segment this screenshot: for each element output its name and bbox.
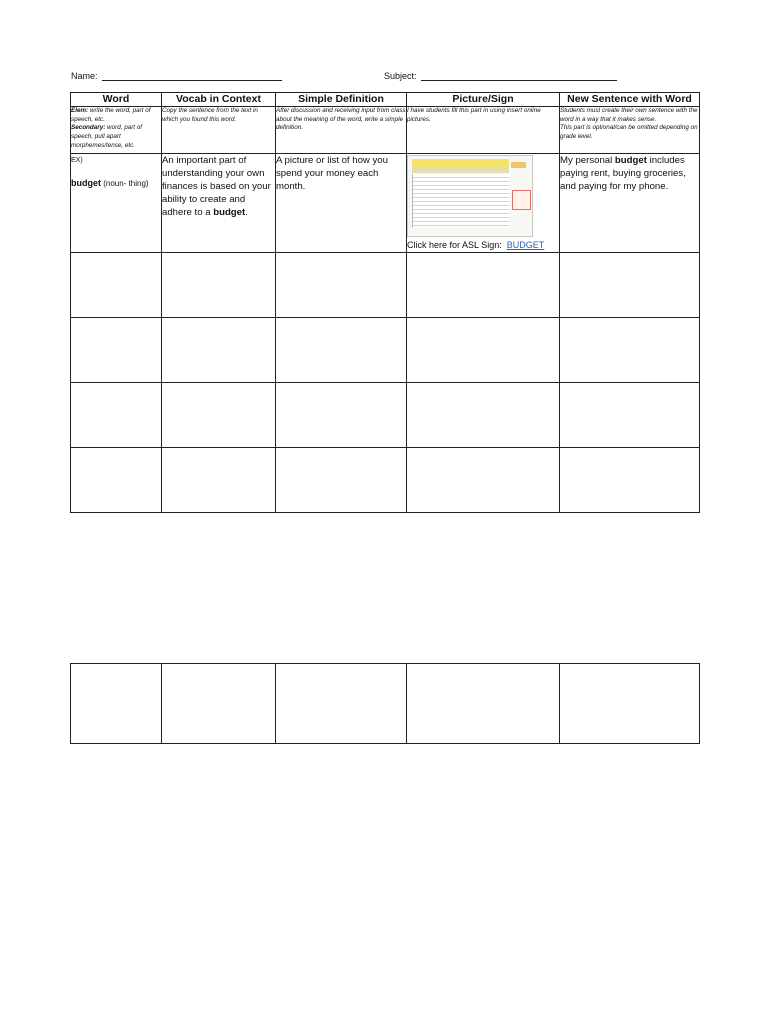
vocab-table [70, 92, 700, 513]
blank-picture-cell[interactable] [407, 664, 560, 744]
spreadsheet-callout [512, 190, 531, 210]
blank-sentence-cell[interactable] [560, 318, 700, 383]
blank-sentence-cell[interactable] [560, 253, 700, 318]
elem-text: write the word, part of speech, etc. [71, 107, 151, 123]
blank-picture-cell[interactable] [407, 253, 560, 318]
blank-picture-cell[interactable] [407, 383, 560, 448]
blank-word-cell[interactable] [71, 664, 162, 744]
blank-definition-cell[interactable] [276, 448, 407, 513]
blank-word-cell[interactable] [71, 318, 162, 383]
subject-label: Subject: [384, 71, 417, 81]
blank-picture-cell[interactable] [407, 318, 560, 383]
blank-context-cell[interactable] [162, 253, 276, 318]
blank-row [71, 383, 700, 448]
blank-word-cell[interactable] [71, 448, 162, 513]
spreadsheet-title-bar [412, 159, 509, 167]
example-context-cell[interactable] [162, 154, 276, 253]
budget-spreadsheet-image [407, 155, 533, 237]
example-sentence-word: budget [614, 155, 647, 166]
example-row [71, 154, 700, 253]
secondary-text: word, part of speech, pull apart morphemes/tense, etc. [71, 124, 143, 149]
blank-sentence-cell[interactable] [560, 664, 700, 744]
blank-context-cell[interactable] [162, 383, 276, 448]
sentence-instructions-optional: This part is optional/can be omitted depending on grade level. [560, 124, 698, 141]
asl-label: Click here for ASL Sign: [407, 240, 502, 250]
example-sentence-text: My personal [560, 155, 615, 166]
blank-word-cell[interactable] [71, 383, 162, 448]
blank-context-cell[interactable] [162, 448, 276, 513]
column-header-sentence: New Sentence with Word [560, 93, 700, 107]
name-label: Name: [71, 71, 98, 81]
sentence-instructions [560, 107, 700, 154]
example-context-word: budget [213, 207, 246, 218]
blank-row [71, 664, 700, 744]
word-instructions [71, 107, 162, 154]
subject-blank-line[interactable] [421, 71, 617, 81]
example-definition-cell[interactable]: A picture or list of how you spend your money each month. [276, 154, 407, 253]
instructions-row [71, 107, 700, 154]
blank-row [71, 318, 700, 383]
example-word-type: (noun- thing) [101, 179, 149, 188]
example-picture-cell[interactable] [407, 154, 560, 253]
header-row [71, 93, 700, 107]
name-blank-line[interactable] [102, 71, 282, 81]
example-context-end: . [245, 207, 248, 218]
example-sentence-end: includes paying rent, buying groceries, and paying for my phone. [560, 155, 686, 192]
example-word: budget [71, 178, 101, 188]
picture-instructions: I have students fill this part in using insert online pictures. [407, 107, 560, 154]
blank-sentence-cell[interactable] [560, 383, 700, 448]
asl-budget-link[interactable]: BUDGET [506, 240, 545, 250]
subject-field-row [384, 71, 617, 81]
elem-label: Elem: [71, 107, 89, 114]
definition-instructions: After discussion and receiving input from class about the meaning of the word, write a simple definition. [276, 107, 407, 154]
example-context-text: An important part of understanding your own finances is based on your ability to create and adhere to a [162, 155, 271, 218]
example-word-cell[interactable] [71, 154, 162, 253]
blank-definition-cell[interactable] [276, 664, 407, 744]
blank-row [71, 253, 700, 318]
spreadsheet-rows [412, 174, 510, 228]
blank-row [71, 448, 700, 513]
blank-context-cell[interactable] [162, 664, 276, 744]
blank-sentence-cell[interactable] [560, 448, 700, 513]
name-field-row [71, 71, 282, 81]
blank-definition-cell[interactable] [276, 253, 407, 318]
example-sentence-cell[interactable] [560, 154, 700, 253]
context-instructions: Copy the sentence from the text in which you found this word. [162, 107, 276, 154]
blank-definition-cell[interactable] [276, 383, 407, 448]
column-header-word: Word [71, 93, 162, 107]
spreadsheet-note [511, 162, 526, 168]
column-header-context: Vocab in Context [162, 93, 276, 107]
blank-word-cell[interactable] [71, 253, 162, 318]
secondary-label: Secondary: [71, 124, 106, 132]
example-tag: EX) [71, 157, 83, 164]
blank-context-cell[interactable] [162, 318, 276, 383]
continuation-table [70, 663, 700, 744]
sentence-instructions-main: Students must create their own sentence with the word in a way that it makes sense. [560, 107, 698, 123]
column-header-definition: Simple Definition [276, 93, 407, 107]
asl-sign-line [407, 239, 559, 252]
blank-picture-cell[interactable] [407, 448, 560, 513]
blank-definition-cell[interactable] [276, 318, 407, 383]
column-header-picture: Picture/Sign [407, 93, 560, 107]
spreadsheet-header-bar [412, 167, 509, 173]
